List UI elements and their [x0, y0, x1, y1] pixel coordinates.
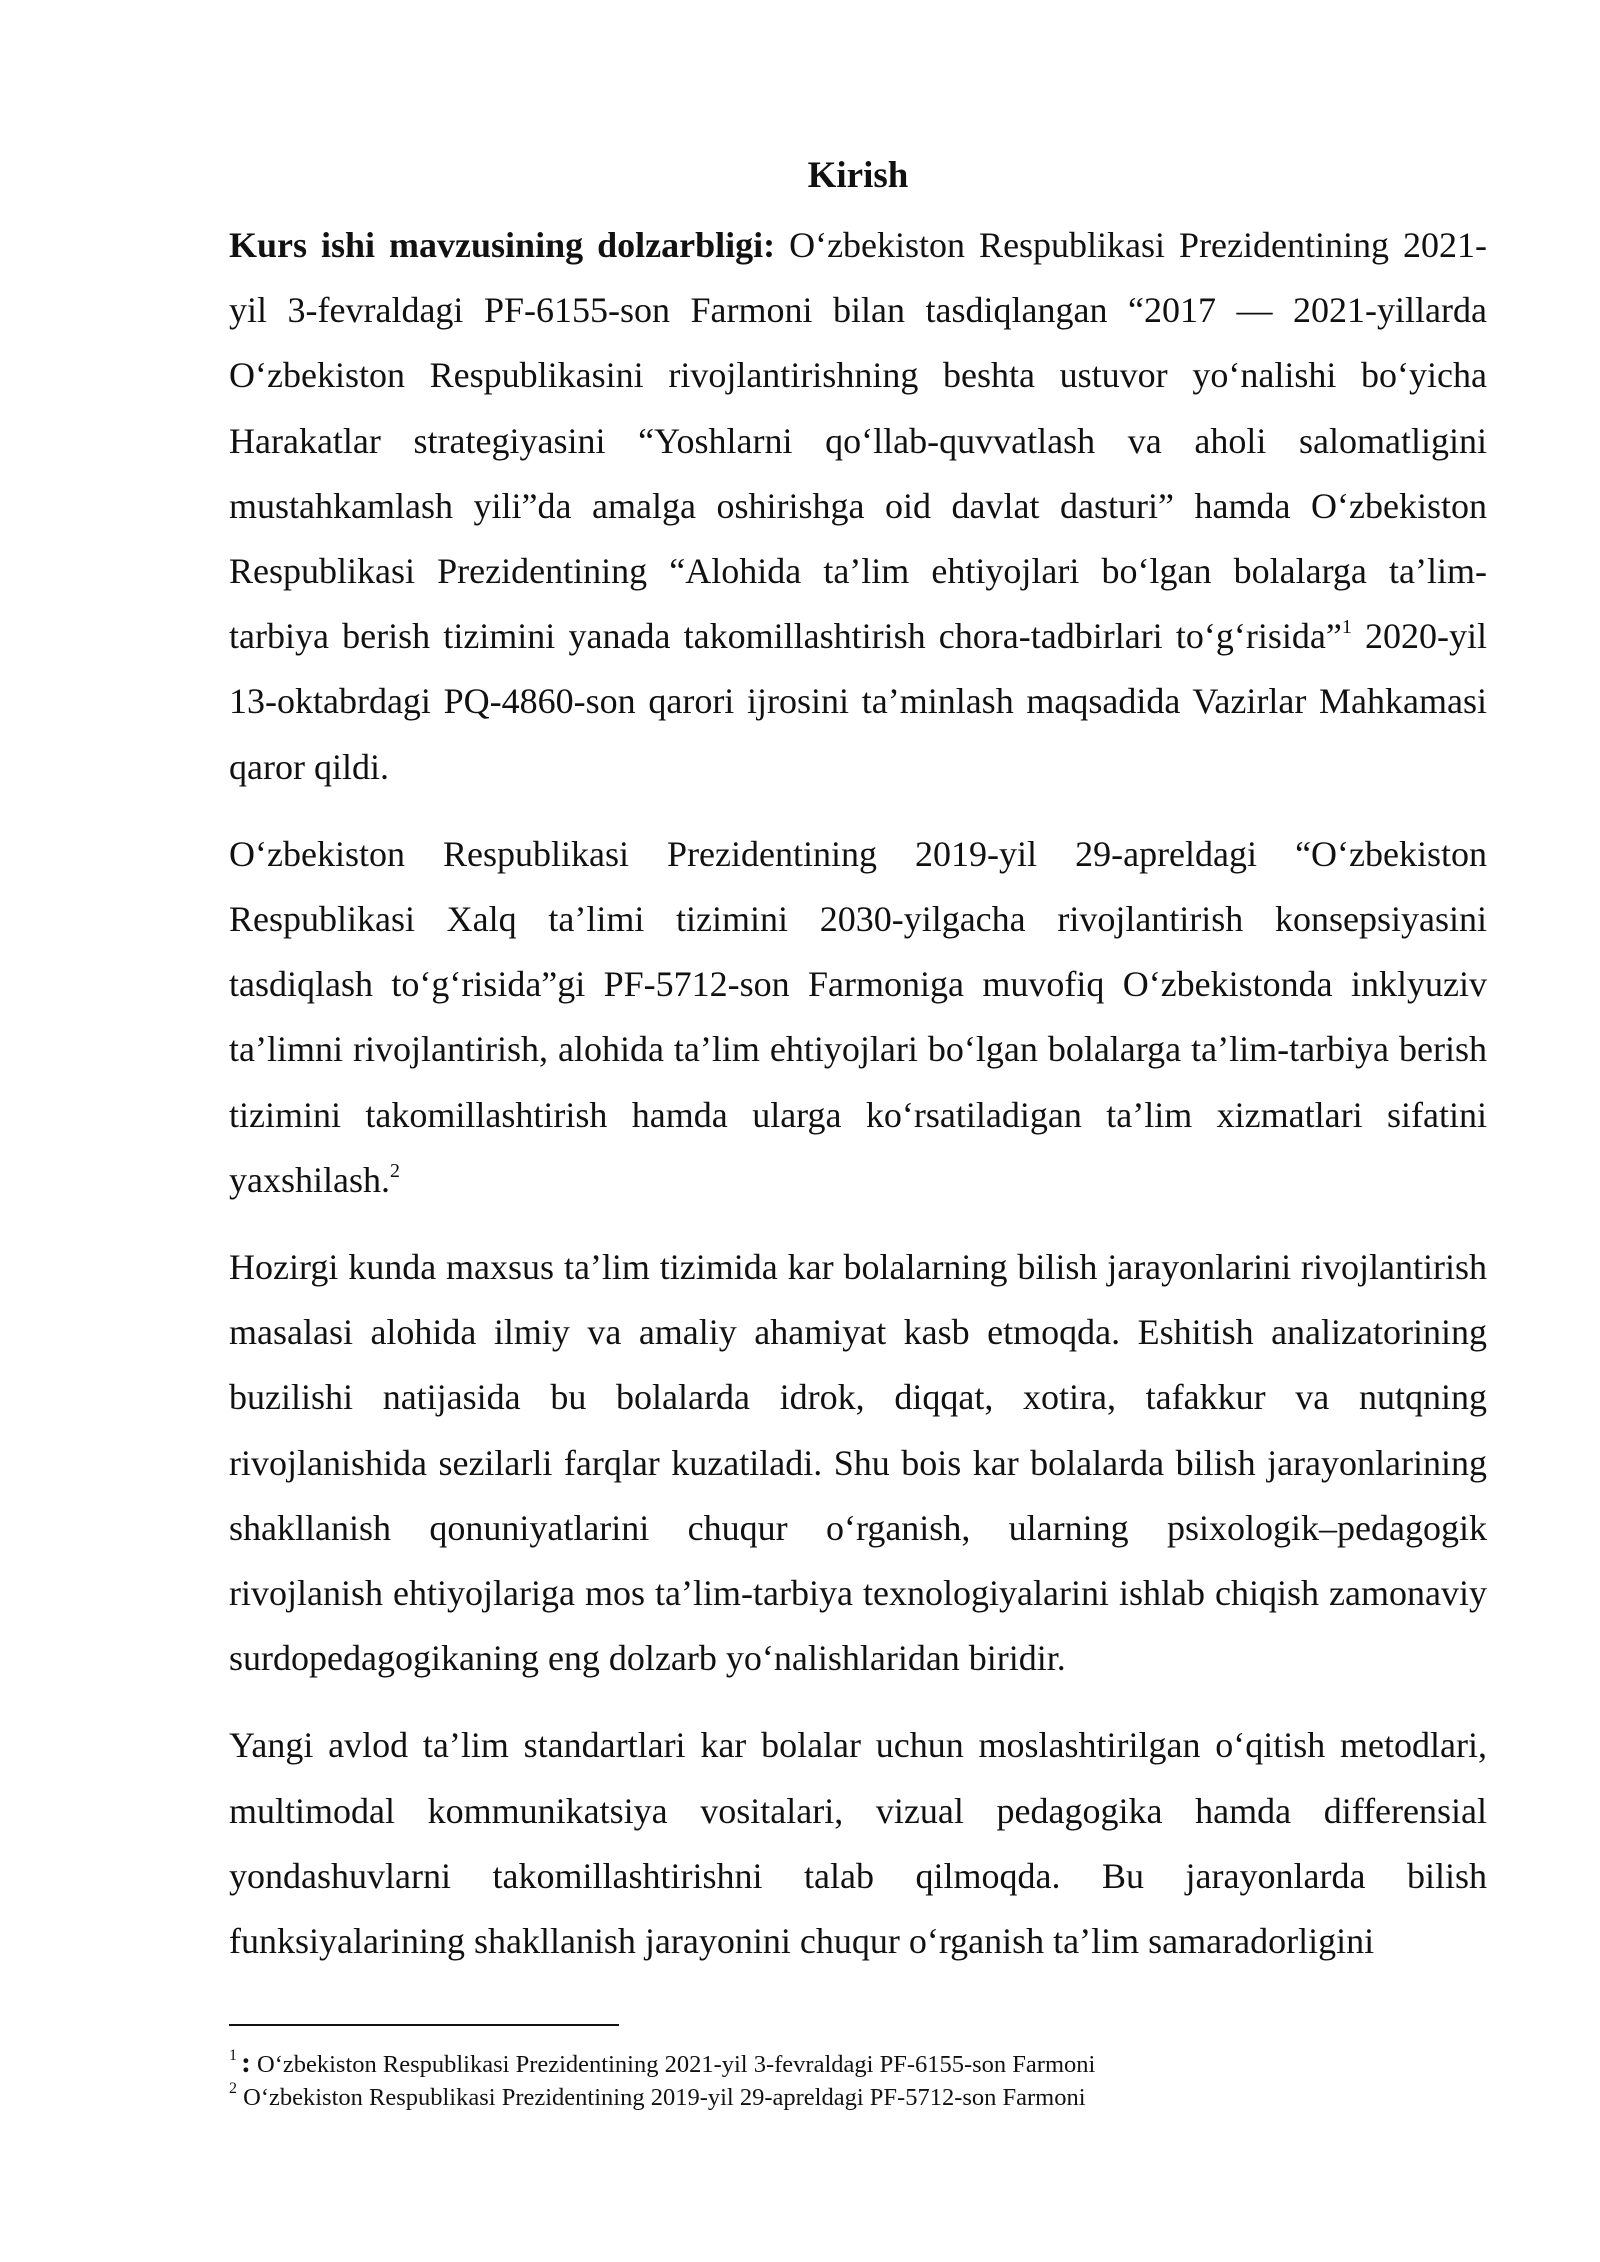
footnote-text: O‘zbekiston Respublikasi Prezidentining 2019-yil 29-apreldagi PF-5712-son Farmoni: [243, 2084, 1086, 2111]
footnote-text: O‘zbekiston Respublikasi Prezidentining 2021-yil 3-fevraldagi PF-6155-son Farmoni: [257, 2051, 1096, 2078]
paragraph-text: O‘zbekiston Respublikasi Prezidentining 2021-yil 3-fevraldagi PF-6155-son Farmoni bilan tasdiqlangan “2017 — 2021-yillarda O‘zbekiston Respublikasini rivojlantirishning beshta ustuvor yo‘nalishi bo‘yicha Harakatlar strategiyasini “Yoshlarni qo‘llab-quvvatlash va aholi salomatligini mustahkamlash yili”da amalga oshirishga oid davlat dasturi” hamda O‘zbekiston Respublikasi Prezidentining “Alohida ta’lim ehtiyojlari bo‘lgan bolalarga ta’lim-tarbiya berish tizimini yanada takomillashtirish chora-tadbirlari to‘g‘risida”: [229, 225, 1487, 657]
footnote-mark: 1: [229, 2046, 237, 2064]
page-title: Kirish: [807, 155, 909, 196]
paragraph-lead: Kurs ishi mavzusining dolzarbligi:: [229, 225, 776, 265]
footnote-1: [229, 2046, 1487, 2081]
paragraph-relevance: [229, 213, 1487, 800]
paragraph-text: O‘zbekiston Respublikasi Prezidentining 2019-yil 29-apreldagi “O‘zbekiston Respublikasi Xalq ta’limi tizimini 2030-yilgacha rivojlantirish konsepsiyasini tasdiqlash to‘g‘risida”gi PF-5712-son Farmoniga muvofiq O‘zbekistonda inklyuziv ta’limni rivojlantirish, alohida ta’lim ehtiyojlari bo‘lgan bolalarga ta’lim-tarbiya berish tizimini takomillashtirish hamda ularga ko‘rsatiladigan ta’lim xizmatlari sifatini yaxshilash.: [229, 833, 1487, 1200]
footnote-divider: [229, 2024, 619, 2026]
footnote-mark: 2: [229, 2079, 237, 2097]
paragraph-text-continued: 2020-yil 13-oktabrdagi PQ-4860-son qarori ijrosini ta’minlash maqsadida Vazirlar Mahkamasi qaror qildi.: [229, 616, 1487, 787]
paragraph-new-standards: Yangi avlod ta’lim standartlari kar bolalar uchun moslashtirilgan o‘qitish metodlari, multimodal kommunikatsiya vositalari, vizual pedagogika hamda differensial yondashuvlarni takomillashtirishni talab qilmoqda. Bu jarayonlarda bilish funksiyalarining shakllanish jarayonini chuqur o‘rganish ta’lim samaradorligini: [229, 1725, 1487, 1962]
footnote-ref-2[interactable]: 2: [389, 1159, 400, 1182]
footnote-ref-1[interactable]: 1: [1341, 616, 1352, 639]
paragraph-special-education: Hozirgi kunda maxsus ta’lim tizimida kar bolalarning bilish jarayonlarini rivojlantirish masalasi alohida ilmiy va amaliy ahamiyat kasb etmoqda. Eshitish analizatorining buzilishi natijasida bu bolalarda idrok, diqqat, xotira, tafakkur va nutqning rivojlanishida sezilarli farqlar kuzatiladi. Shu bois kar bolalarda bilish jarayonlarining shakllanish qonuniyatlarini chuqur o‘rganish, ularning psixologik–pedagogik rivojlanish ehtiyojlariga mos ta’lim-tarbiya texnologiyalarini ishlab chiqish zamonaviy surdopedagogikaning eng dolzarb yo‘nalishlaridan biridir.: [229, 1247, 1487, 1679]
body-text: [229, 213, 1487, 1996]
paragraph-concept: [229, 822, 1487, 1213]
footnotes: [229, 2046, 1487, 2114]
footnote-separator: :: [241, 2046, 251, 2079]
footnote-2: [229, 2081, 1487, 2114]
